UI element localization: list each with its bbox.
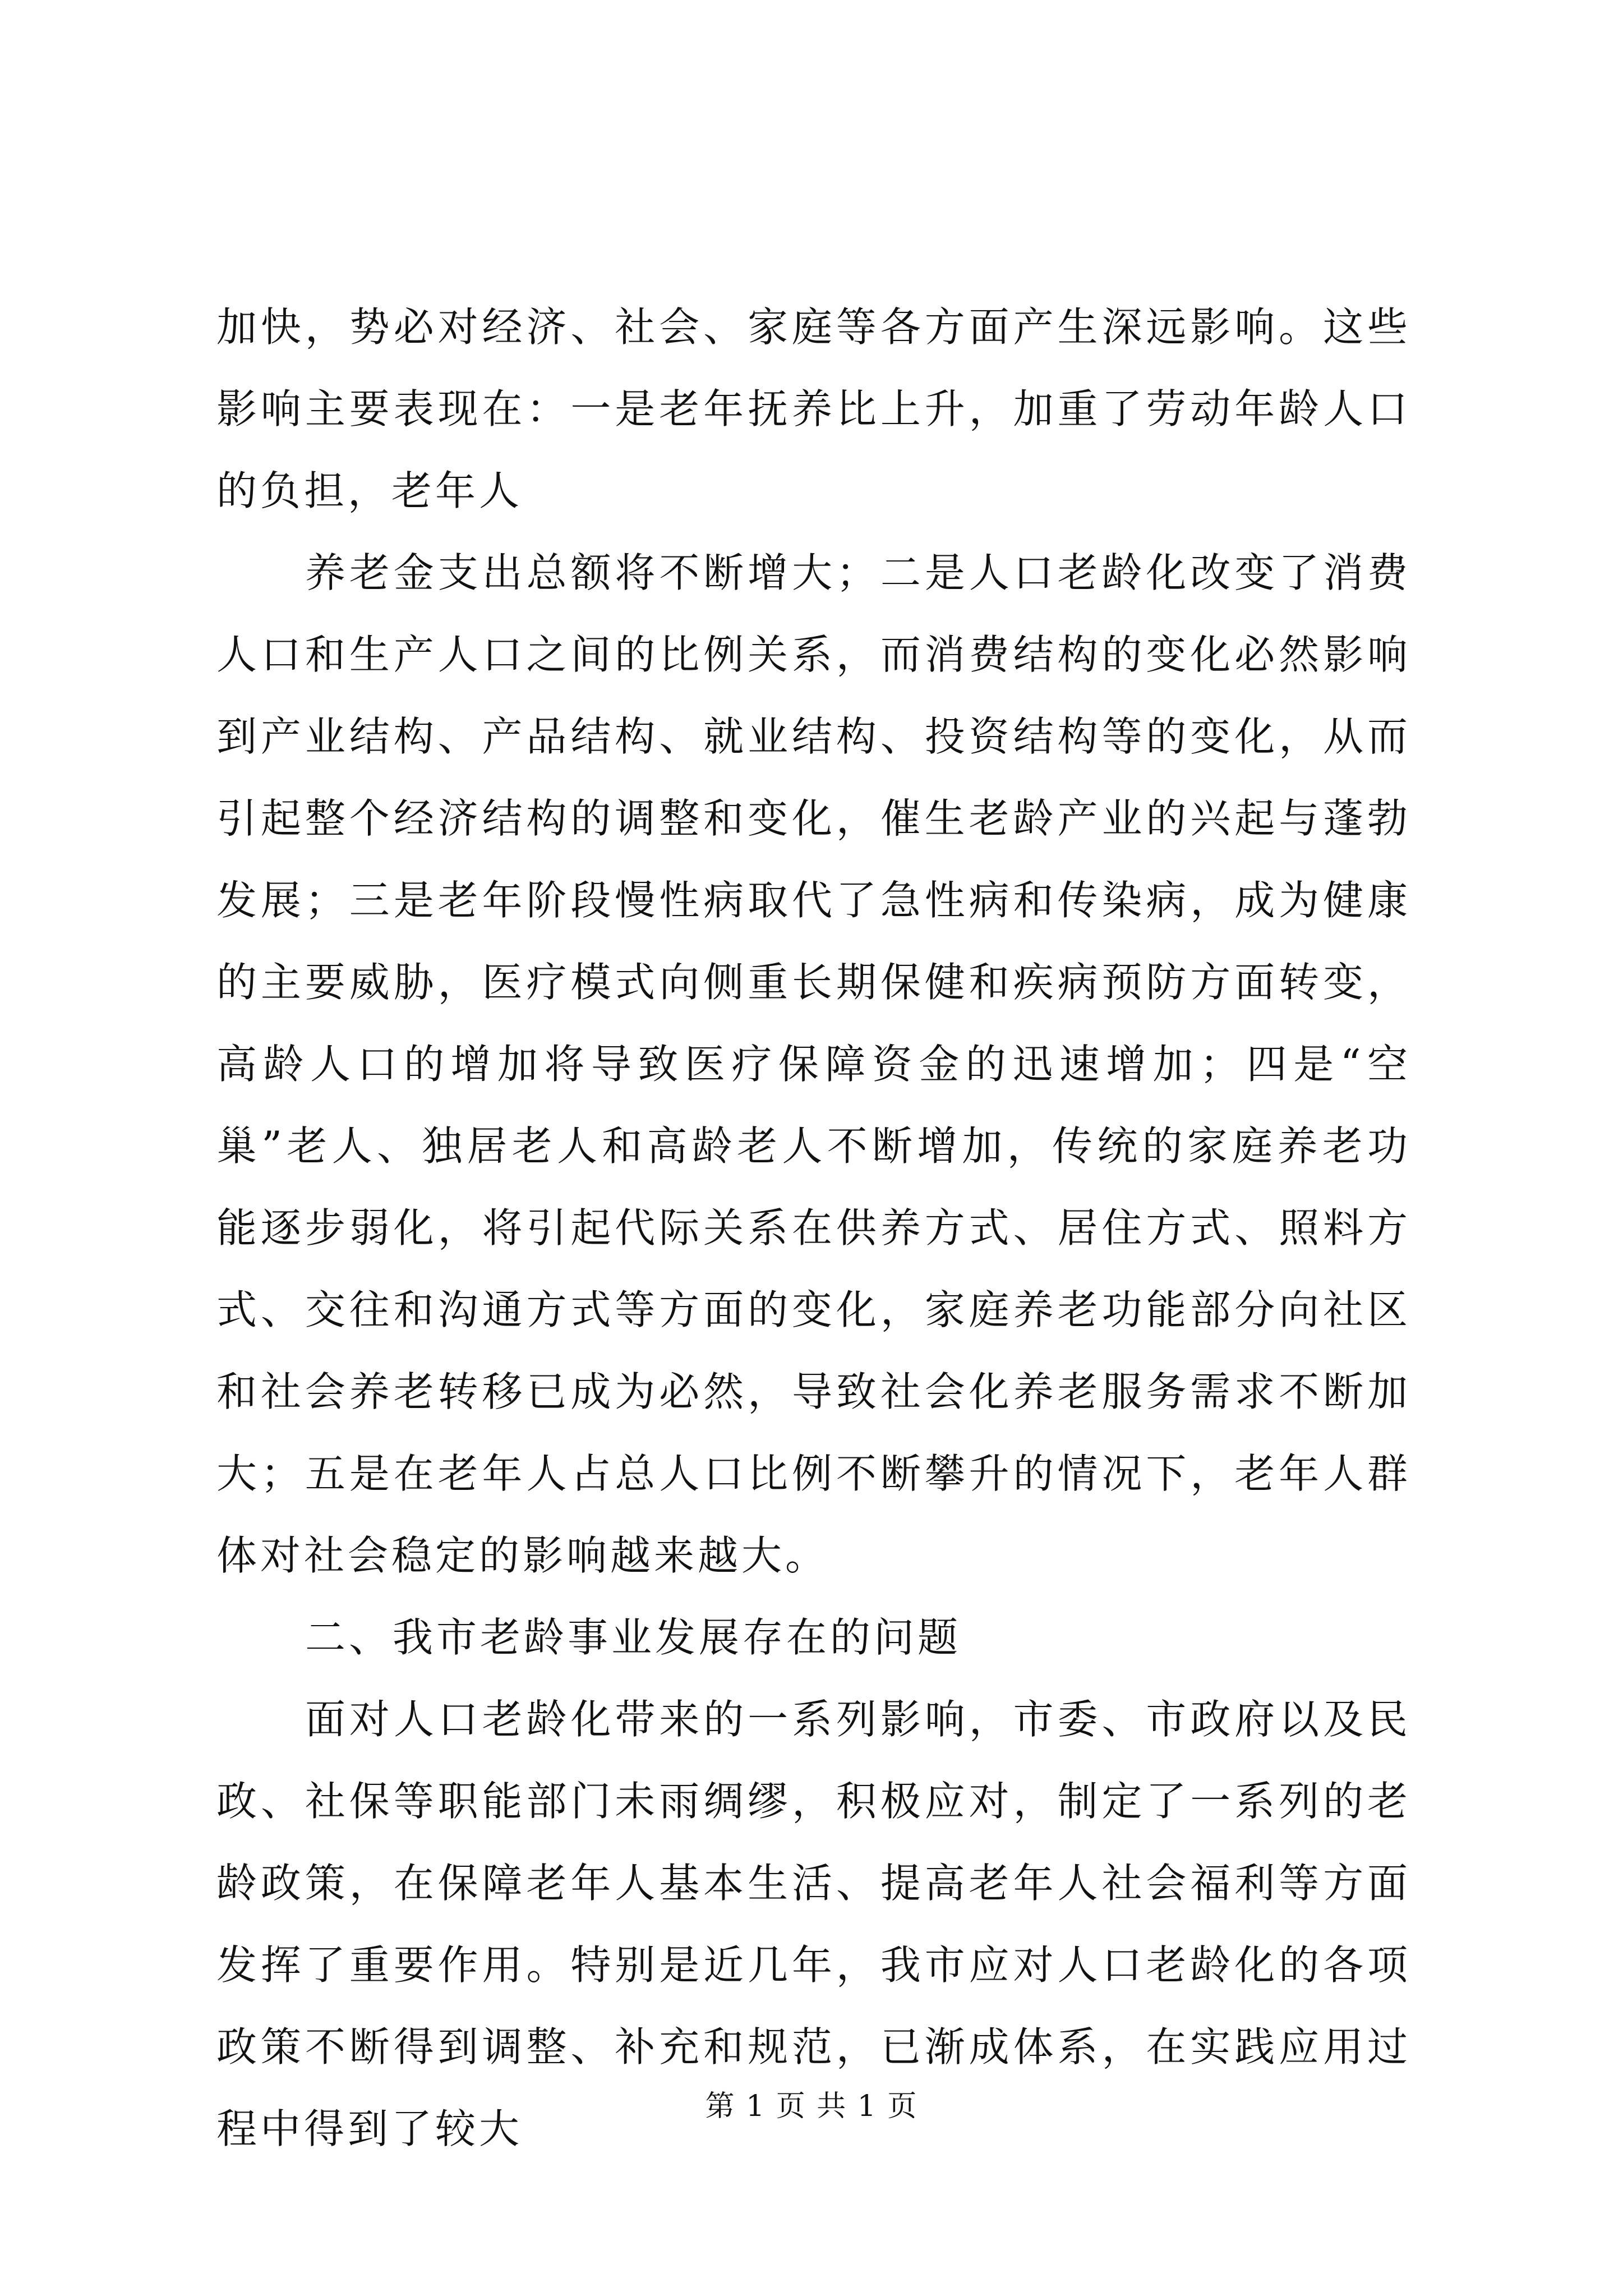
document-body [216,286,1411,2170]
paragraph-policy-response: 面对人口老龄化带来的一系列影响，市委、市政府以及民政、社保等职能部门未雨绸缪，积极应对，制定了一系列的老龄政策，在保障老年人基本生活、提高老年人社会福利等方面发挥了重要作用。特别是近几年，我市应对人口老龄化的各项政策不断得到调整、补充和规范，已渐成体系，在实践应用过程中得到了较大 [216,1696,1411,2152]
section-heading-problems: 二、我市老龄事业发展存在的问题 [305,1614,962,1661]
page-footer: 第 1 页 共 1 页 [705,2090,918,2123]
paragraph-continuation: 加快，势必对经济、社会、家庭等各方面产生深远影响。这些影响主要表现在：一是老年抚养比上升，加重了劳动年龄人口的负担，老年人 [216,303,1411,514]
paragraph-aging-impacts: 养老金支出总额将不断增大；二是人口老龄化改变了消费人口和生产人口之间的比例关系，而消费结构的变化必然影响到产业结构、产品结构、就业结构、投资结构等的变化，从而引起整个经济结构的调整和变化，催生老龄产业的兴起与蓬勃发展；三是老年阶段慢性病取代了急性病和传染病，成为健康的主要威胁，医疗模式向侧重长期保健和疾病预防方面转变，高龄人口的增加将导致医疗保障资金的迅速增加；四是“空巢”老人、独居老人和高龄老人不断增加，传统的家庭养老功能逐步弱化，将引起代际关系在供养方式、居住方式、照料方式、交往和沟通方式等方面的变化，家庭养老功能部分向社区和社会养老转移已成为必然，导致社会化养老服务需求不断加大；五是在老年人占总人口比例不断攀升的情况下，老年人群体对社会稳定的影响越来越大。 [216,549,1411,1579]
